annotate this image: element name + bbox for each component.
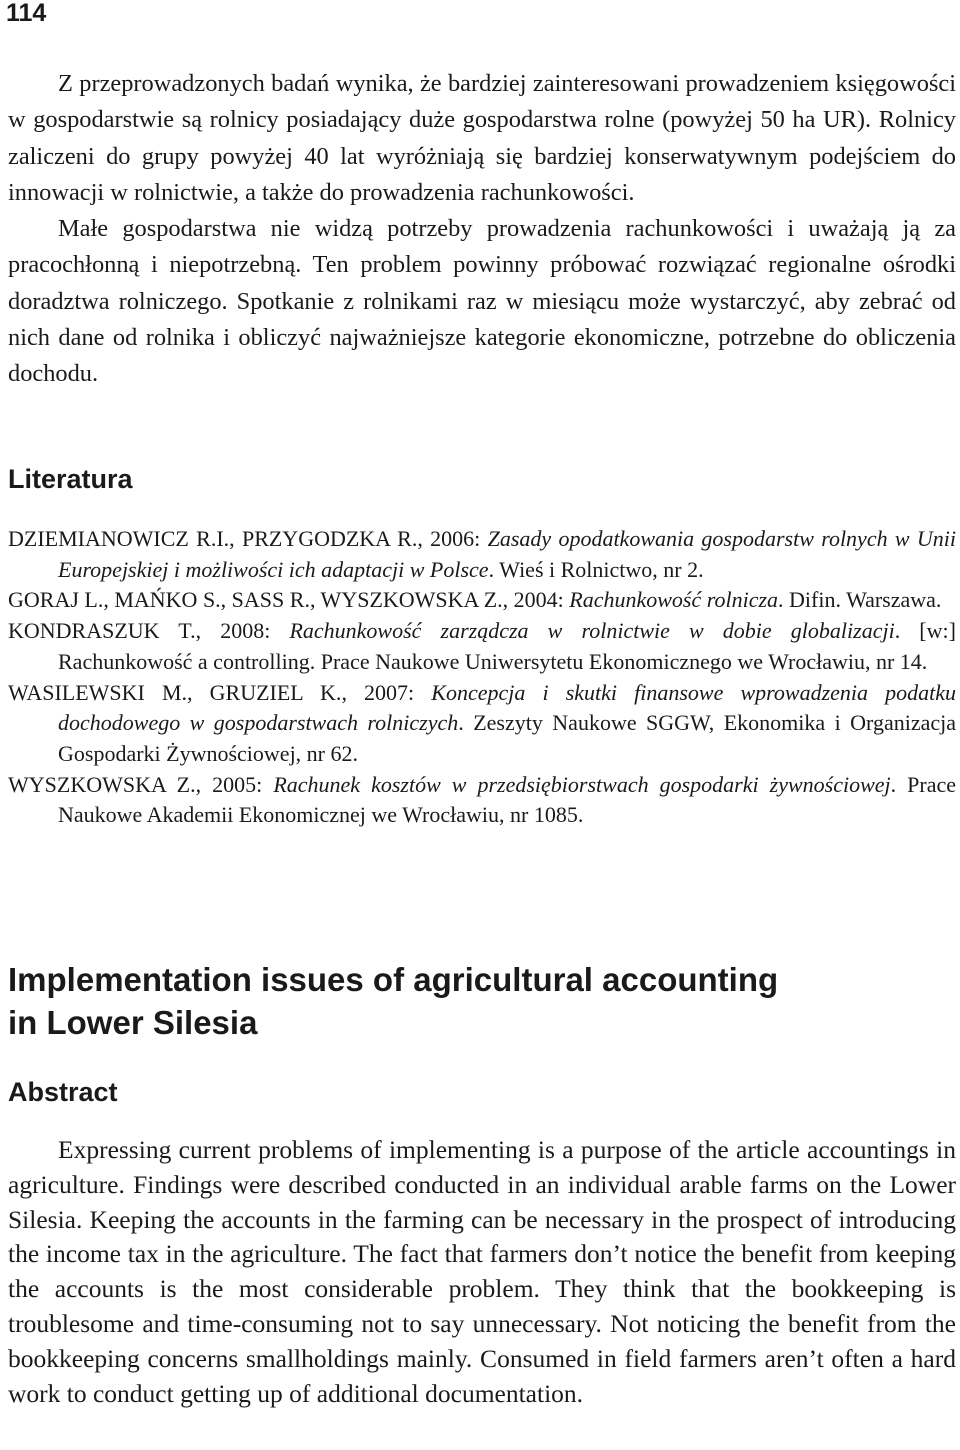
intro-paragraph: Małe gospodarstwa nie widzą potrzeby prowadzenia rachunkowości i uważają ją za pracochłonną i niepotrzebną. Ten problem powinny próbować rozwiązać regionalne ośrodki doradztwa rolniczego. Spotkanie z rolnikami raz w miesiącu może wystarczyć, aby zebrać od nich dane od rolnika i obliczyć najważniejsze kategorie ekonomiczne, potrzebne do obliczenia dochodu. xyxy=(8,215,956,388)
reference-authors: DZIEMIANOWICZ R.I., PRZYGODZKA R. xyxy=(8,526,418,551)
reference-title: Rachunkowość rolnicza xyxy=(569,587,779,613)
reference-year: , 2006: xyxy=(417,526,488,551)
intro-section xyxy=(8,66,956,393)
reference-list xyxy=(8,524,956,831)
reference-title: Zasady opodatkowania gospodarstw rolnych w Unii Europejskiej i możliwości ich adaptacji w Polsce xyxy=(58,526,956,582)
reference-source: . Wieś i Rolnictwo, nr 2. xyxy=(488,556,704,582)
reference-source: . [w:] Rachunkowość a controlling. Prace Naukowe Uniwersytetu Ekonomicznego we Wrocławiu, nr 14. xyxy=(58,618,956,674)
reference-source: . Difin. Warszawa. xyxy=(778,587,942,613)
reference-authors: WASILEWSKI M., GRUZIEL K. xyxy=(8,679,342,705)
reference-title: Rachunek kosztów w przedsiębiorstwach gospodarki żywnościowej xyxy=(273,771,891,797)
reference-year: , 2005: xyxy=(195,771,274,797)
abstract-heading: Abstract xyxy=(8,1077,118,1107)
reference-item xyxy=(8,585,956,616)
reference-title: Koncepcja i skutki finansowe wprowadzenia podatku dochodowego w gospodarstwach rolniczych xyxy=(58,679,956,736)
page-number: 114 xyxy=(6,0,47,27)
reference-item xyxy=(8,616,956,677)
reference-source: . Prace Naukowe Akademii Ekonomicznej we Wrocławiu, nr 1085. xyxy=(58,771,957,828)
reference-item xyxy=(8,524,956,585)
reference-authors: WYSZKOWSKA Z. xyxy=(8,771,196,797)
english-title-line: in Lower Silesia xyxy=(8,1004,258,1041)
reference-authors: GORAJ L., MAŃKO S., SASS R., WYSZKOWSKA Z. xyxy=(8,587,503,613)
reference-year: , 2008: xyxy=(195,618,290,644)
reference-year: , 2004: xyxy=(502,587,570,613)
reference-year: , 2007: xyxy=(341,679,432,705)
reference-title: Rachunkowość zarządcza w rolnictwie w dobie globalizacji xyxy=(289,618,895,644)
reference-item xyxy=(8,678,956,770)
intro-paragraph: Z przeprowadzonych badań wynika, że bardziej zainteresowani prowadzeniem księgowości w gospodarstwie są rolnicy posiadający duże gospodarstwa rolne (powyżej 50 ha UR). Rolnicy zaliczeni do grupy powyżej 40 lat wyróżniają się bardziej konserwatywnym podejściem do innowacji w rolnictwie, a także do prowadzenia rachunkowości. xyxy=(8,70,956,206)
reference-source: . Zeszyty Naukowe SGGW, Ekonomika i Organizacja Gospodarki Żywnościowej, nr 62. xyxy=(58,710,957,766)
abstract-text: Expressing current problems of implementing is a purpose of the article accountings in agriculture. Findings were described conducted in an individual arable farms on the Lower Silesia. Keeping the accounts in the farming can be necessary in the prospect of introducing the income tax in the agriculture. The fact that farmers don’t notice the benefit from keeping the accounts is the most considerable problem. They think that the bookkeeping is troublesome and time-consuming not to say unnecessary. Not noticing the benefit from the bookkeeping concerns smallholdings mainly. Consumed in field farmers aren’t often a hard work to conduct getting up of additional documentation. xyxy=(8,1135,956,1408)
literature-heading: Literatura xyxy=(8,464,133,494)
reference-item xyxy=(8,770,956,831)
reference-authors: KONDRASZUK T. xyxy=(8,618,196,644)
english-title-line: Implementation issues of agricultural accounting xyxy=(8,961,779,998)
english-title xyxy=(8,958,956,1044)
